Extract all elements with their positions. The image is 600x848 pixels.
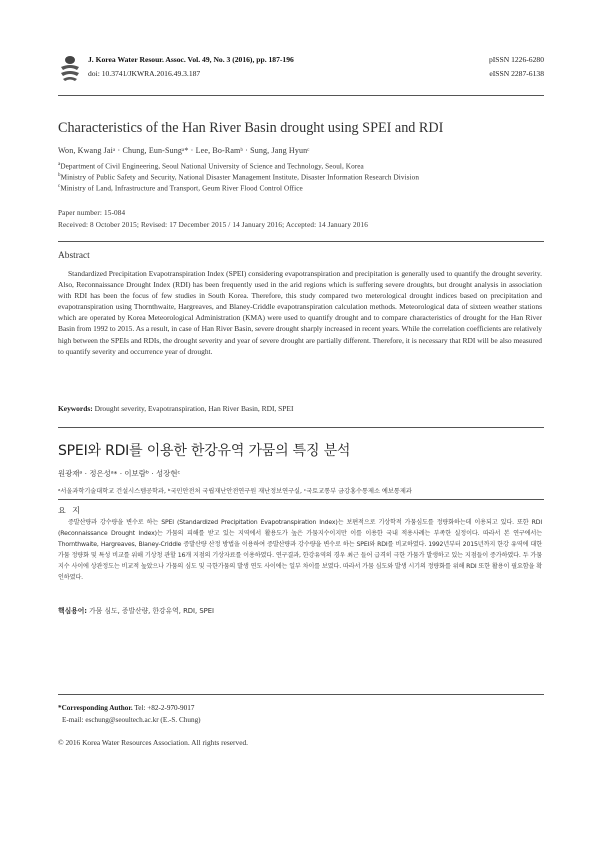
corresponding-author	[58, 704, 194, 712]
keywords-value: Drought severity, Evapotranspiration, Han River Basin, RDI, SPEI	[94, 404, 294, 413]
corresponding-email[interactable]: E-mail: eschung@seoultech.ac.kr (E.-S. Chung)	[62, 716, 201, 724]
footer-divider	[58, 694, 544, 695]
keywords	[58, 404, 293, 413]
abstract-text: Standardized Precipitation Evapotranspiration Index (SPEI) considering evapotranspiration and precipitation is generally used to quantify the drought severity. Also, Reconnaissance Drought Index (RDI) has been frequently used in the arid regions which is suffering severe droughts, but drought analysis in association with RDI has been the focus of few studies in South Korea. Therefore, this study compared two meterological drought indices based on precipitation and evapotranspiration using Thornthwaite, Hargreaves, and Blaney-Criddle evapotranspiration calculation methods. Meteorological data of sixteen weather stations which are operated by Korea Meteorological Administration (KMA) were used to quantify drought and to compare characteristics of drought for the Han River Basin from 1992 to 2015. As a result, in case of Han River Basin, severe drought sharply increased in recent years. While the correlation coefficients are relatively high between the SPEIs and RDIs, the drought severity and year of severe drought are partially different. Therefore, it is necessary that RDI will be also measured to quantify severity and occurrence year of drought.	[58, 269, 542, 356]
journal-citation: J. Korea Water Resour. Assoc. Vol. 49, No. 3 (2016), pp. 187-196	[88, 55, 294, 64]
affiliation-b: $^b$Ministry of Public Safety and Security, National Disaster Management Institute, Disaster Information Research Division	[58, 173, 420, 182]
header-divider	[58, 95, 544, 96]
affiliation-c: $^c$Ministry of Land, Infrastructure and Transport, Geum River Flood Control Office	[58, 184, 303, 193]
korean-abstract-heading: 요 지	[58, 506, 82, 515]
korean-author-list: 원광재ᵃ · 정은성ᵃ* · 이보람ᵇ · 성장현ᶜ	[58, 469, 181, 478]
journal-logo-icon	[58, 54, 82, 82]
copyright: © 2016 Korea Water Resources Association. All rights reserved.	[58, 738, 249, 747]
keywords-label: Keywords:	[58, 404, 93, 413]
corresponding-label: *Corresponding Author.	[58, 704, 133, 712]
abstract-divider	[58, 241, 544, 242]
journal-header	[58, 54, 544, 84]
abstract-heading: Abstract	[58, 251, 90, 261]
korean-title: SPEI와 RDI를 이용한 한강유역 가뭄의 특징 분석	[58, 443, 351, 459]
korean-abstract-divider	[58, 499, 544, 500]
affiliation-a: $^a$Department of Civil Engineering, Seoul National University of Science and Technology, Seoul, Korea	[58, 162, 364, 171]
korean-keywords-value: 가뭄 심도, 증발산량, 한강유역, RDI, SPEI	[89, 607, 215, 615]
eissn: eISSN 2287-6138	[489, 69, 544, 78]
pissn: pISSN 1226-6280	[488, 55, 544, 64]
submission-dates: Received: 8 October 2015; Revised: 17 December 2015 / 14 January 2016; Accepted: 14 January 2016	[58, 221, 369, 229]
paper-number: Paper number: 15-084	[58, 209, 126, 217]
corresponding-tel: Tel: +82-2-970-9017	[134, 704, 195, 712]
doi-link[interactable]: doi: 10.3741/JKWRA.2016.49.3.187	[88, 69, 201, 78]
korean-divider	[58, 427, 544, 428]
paper-title: Characteristics of the Han River Basin drought using SPEI and RDI	[58, 120, 444, 136]
korean-keywords	[58, 605, 214, 615]
korean-affiliations: ᵃ서울과학기술대학교 건설시스템공학과, ᵇ국민안전처 국립재난안전연구원 재난정보연구실, ᶜ국토교통부 금강홍수통제소 예보통제과	[58, 488, 412, 495]
korean-keywords-label: 핵심용어:	[58, 607, 87, 615]
korean-abstract-text: 증발산량과 강수량을 변수로 하는 SPEI (Standardized Precipitation Evapotranspiration Index)는 보편적으로 기상학적 가뭄심도를 정량화하는데 이용되고 있다. 또한 RDI (Reconnaissance Drought Index)는 가뭄의 피해를 받고 있는 지역에서 활용도가 높은 가뭄지수이지만 이를 이용한 국내 적용사례는 부족한 실정이다. 따라서 본 연구에서는 Thornthwaite, Hargreaves, Blaney-Criddle 증발산량 산정 방법을 이용하여 증발산량과 강수량을 변수로 하는 SPEI와 RDI를 비교하였다. 1992년부터 2015년까지 한강 유역에 대한 가뭄 정량화 및 특성 비교를 위해 기상청 관할 16개 지점의 기상자료를 이용하였다. 연구결과, 한강유역의 경우 최근 들어 급격히 극한 가뭄가 발생하고 있는 지점들이 증가하였다. 두 가뭄지수 사이에 상관정도는 비교적 높았으나 가뭄의 심도 및 극한가뭄의 발생 연도 사이에는 일부 차이를 보였다. 따라서 가뭄 심도와 발생 시기의 정량화를 위해 RDI 또한 활용이 필요함을 확인하였다.	[58, 519, 542, 582]
author-list: Won, Kwang Jaiᵃ · Chung, Eun-Sungᵃ* · Lee, Bo-Ramᵇ · Sung, Jang Hyunᶜ	[58, 146, 310, 155]
